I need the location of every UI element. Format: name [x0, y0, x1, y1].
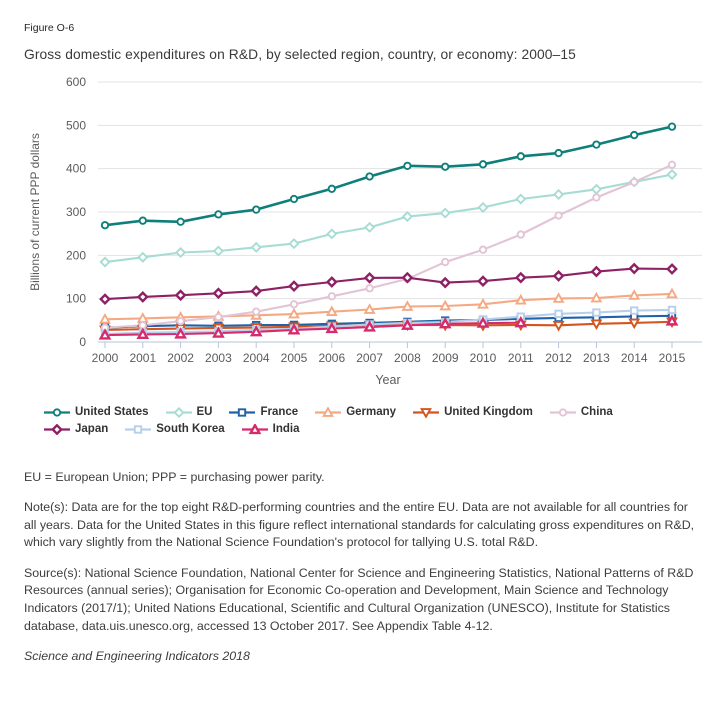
page-title: Gross domestic expenditures on R&D, by selected region, country, or economy: 2000–15	[24, 47, 576, 62]
data-point	[290, 239, 298, 247]
data-point	[253, 206, 259, 212]
legend-label: Germany	[346, 406, 397, 418]
legend-marker-icon	[229, 407, 255, 418]
gridlines	[98, 82, 702, 342]
legend-marker-icon	[413, 407, 439, 418]
data-point	[592, 320, 601, 328]
series-line-eu	[105, 175, 672, 263]
data-point	[592, 185, 600, 193]
data-point	[54, 409, 60, 415]
legend-label: China	[580, 406, 613, 418]
data-point	[441, 209, 449, 217]
data-point	[329, 293, 335, 299]
legend-marker-icon	[315, 407, 341, 418]
x-tick-labels	[92, 351, 686, 365]
data-point	[139, 253, 147, 261]
data-point	[593, 194, 599, 200]
legend-label: South Korea	[156, 423, 225, 435]
data-point	[215, 211, 221, 217]
rd-expenditures-line-chart	[0, 70, 724, 392]
x-tick-label: 2002	[167, 351, 194, 365]
y-tick-label: 400	[65, 161, 86, 176]
x-tick-label: 2004	[242, 351, 270, 365]
data-point	[517, 195, 525, 203]
abbreviation-note: EU = European Union; PPP = purchasing power parity.	[24, 470, 325, 484]
x-tick-label: 2006	[318, 351, 346, 365]
legend-marker-icon	[44, 407, 70, 418]
data-point	[668, 265, 676, 273]
data-point	[441, 278, 449, 286]
data-point	[668, 170, 676, 178]
x-tick-label: 2009	[431, 351, 459, 365]
legend-item-india	[242, 423, 300, 435]
data-point	[139, 314, 148, 322]
data-point	[480, 247, 486, 253]
chart-legend	[44, 406, 684, 435]
data-point	[135, 426, 141, 432]
x-tick-label: 2012	[545, 351, 572, 365]
data-point	[403, 212, 411, 220]
data-point	[518, 153, 524, 159]
data-point	[290, 282, 298, 290]
data-point	[102, 222, 108, 228]
legend-label: India	[272, 423, 300, 435]
data-point	[480, 161, 486, 167]
data-point	[518, 231, 524, 237]
publication-footer: Science and Engineering Indicators 2018	[24, 649, 250, 664]
data-point	[592, 294, 601, 302]
data-point	[631, 179, 637, 185]
data-point	[328, 230, 336, 238]
data-point	[554, 272, 562, 280]
data-point	[479, 203, 487, 211]
data-point	[329, 186, 335, 192]
data-point	[593, 309, 599, 315]
data-point	[239, 409, 245, 415]
series-line-germany	[105, 294, 672, 319]
legend-item-united-kingdom	[413, 406, 533, 418]
data-point	[53, 425, 61, 433]
data-point	[214, 289, 222, 297]
legend-item-france	[229, 406, 298, 418]
y-tick-label: 200	[65, 248, 86, 263]
data-point	[328, 278, 336, 286]
data-point	[101, 315, 110, 323]
data-point	[139, 293, 147, 301]
x-tick-label: 2005	[280, 351, 308, 365]
data-point	[631, 307, 637, 313]
figure-label: Figure O-6	[24, 22, 75, 34]
x-tick-label: 2007	[356, 351, 383, 365]
data-point	[176, 291, 184, 299]
data-point	[479, 277, 487, 285]
legend-label: United Kingdom	[444, 406, 533, 418]
data-point	[403, 273, 411, 281]
data-point	[365, 223, 373, 231]
data-point	[140, 322, 146, 328]
data-point	[422, 409, 431, 417]
data-point	[291, 196, 297, 202]
legend-marker-icon	[44, 424, 70, 435]
data-point	[328, 307, 337, 315]
data-point	[253, 308, 259, 314]
data-point	[177, 318, 183, 324]
data-point	[560, 409, 566, 415]
data-point	[404, 163, 410, 169]
legend-label: Japan	[75, 423, 109, 435]
source-paragraph: Source(s): National Science Foundation, National Center for Science and Engineering Statistics, National Patterns of R&D Resources (annual series); Organisation for Economic Co-operation and Development, Main Science and Technology Indicators (2017/1); United Nations Educational, Scientific and Cultural Organization (UNESCO), Institute for Statistics database, data.uis.unesco.org, accessed 13 October 2017. See Appendix Table 4-12.	[24, 565, 694, 633]
y-tick-label: 500	[65, 118, 86, 133]
data-point	[365, 305, 374, 313]
data-point	[630, 291, 639, 299]
series-line-china	[105, 165, 672, 328]
y-axis-title: Billions of current PPP dollars	[28, 133, 42, 291]
legend-item-china	[550, 406, 613, 418]
data-point	[669, 162, 675, 168]
x-axis-title: Year	[375, 373, 401, 387]
data-point	[290, 310, 299, 318]
data-point	[366, 285, 372, 291]
series-markers-china	[102, 162, 675, 331]
data-point	[554, 322, 563, 330]
data-point	[403, 302, 412, 310]
data-point	[630, 264, 638, 272]
x-tick-label: 2008	[394, 351, 421, 365]
legend-item-south-korea	[125, 423, 224, 435]
series-markers	[101, 123, 677, 338]
x-tick-label: 2000	[91, 351, 119, 365]
data-point	[441, 302, 450, 310]
data-point	[101, 258, 109, 266]
series-markers-united-states	[102, 123, 675, 228]
data-point	[252, 243, 260, 251]
series-lines	[105, 127, 672, 336]
data-point	[177, 219, 183, 225]
y-tick-labels	[66, 75, 86, 349]
data-point	[592, 267, 600, 275]
legend-marker-icon	[125, 424, 151, 435]
x-tick-label: 2010	[469, 351, 497, 365]
data-point	[250, 425, 259, 433]
data-point	[215, 314, 221, 320]
y-tick-label: 300	[65, 205, 86, 219]
legend-item-germany	[315, 406, 396, 418]
y-tick-label: 600	[65, 75, 86, 89]
data-point	[555, 212, 561, 218]
data-point	[630, 320, 639, 328]
legend-label: France	[260, 406, 299, 418]
data-point	[174, 408, 182, 416]
data-point	[517, 273, 525, 281]
data-point	[214, 247, 222, 255]
x-tick-label: 2011	[507, 351, 534, 365]
legend-item-japan	[44, 423, 108, 435]
data-point	[479, 300, 488, 308]
data-point	[593, 141, 599, 147]
notes-paragraph: Note(s): Data are for the top eight R&D-performing countries and the entire EU. Data are not available for all countries for all years. Data for the United States in this figure reflect international standards for calculating gross expenditures on R&D, which vary slightly from the National Science Foundation's protocol for tallying U.S. total R&D.	[24, 500, 695, 550]
data-point	[442, 259, 448, 265]
data-point	[442, 164, 448, 170]
data-point	[555, 150, 561, 156]
data-point	[554, 294, 563, 302]
series-line-united-states	[105, 127, 672, 226]
data-point	[517, 296, 526, 304]
data-point	[554, 190, 562, 198]
legend-item-eu	[166, 406, 213, 418]
figure	[0, 22, 724, 666]
x-tick-label: 2013	[583, 351, 610, 365]
legend-marker-icon	[242, 424, 268, 435]
legend-label: United States	[75, 406, 149, 418]
x-axis	[105, 342, 672, 348]
data-point	[252, 287, 260, 295]
data-point	[101, 295, 109, 303]
x-tick-label: 2015	[658, 351, 686, 365]
data-point	[365, 274, 373, 282]
x-tick-label: 2001	[129, 351, 157, 365]
data-point	[366, 173, 372, 179]
data-point	[291, 301, 297, 307]
legend-marker-icon	[550, 407, 576, 418]
x-tick-label: 2014	[620, 351, 648, 365]
y-tick-label: 100	[65, 291, 86, 306]
data-point	[631, 132, 637, 138]
x-tick-label: 2003	[205, 351, 232, 365]
y-tick-label: 0	[79, 335, 86, 349]
data-point	[324, 408, 333, 416]
data-point	[555, 311, 561, 317]
legend-item-united-states	[44, 406, 149, 418]
data-point	[669, 307, 675, 313]
data-point	[140, 217, 146, 223]
data-point	[668, 290, 677, 298]
legend-marker-icon	[166, 407, 192, 418]
legend-label: EU	[196, 406, 213, 418]
data-point	[669, 123, 675, 129]
